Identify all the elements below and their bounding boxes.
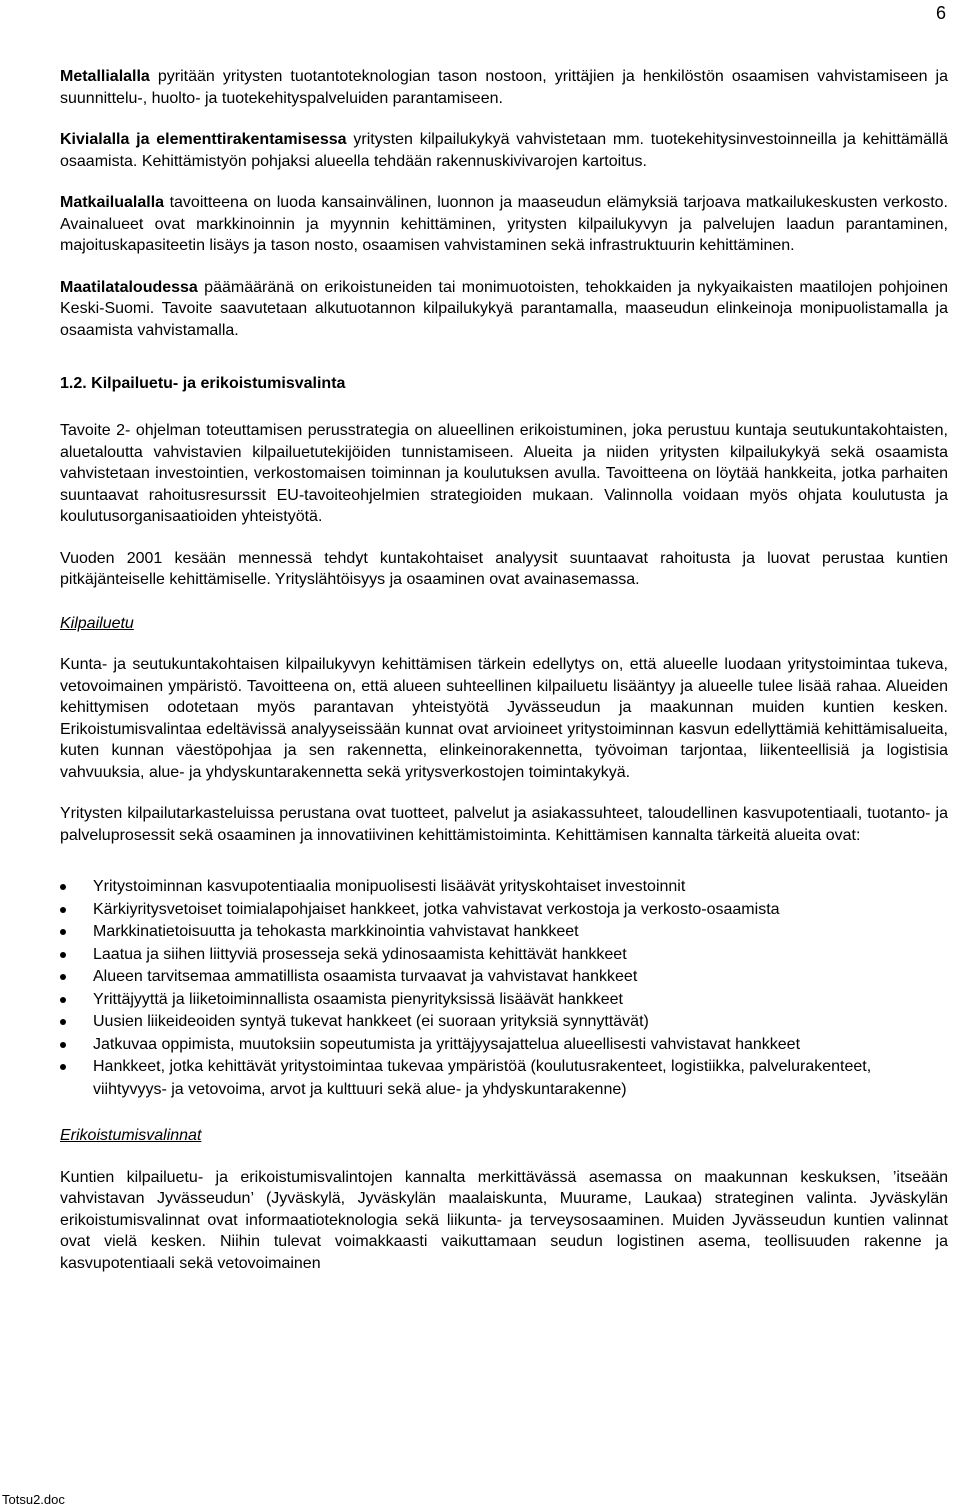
paragraph-lead: Maatilataloudessa	[60, 278, 198, 296]
paragraph-lead: Matkailualalla	[60, 194, 165, 211]
development-areas-list	[60, 876, 948, 1101]
paragraph-lead: Metallialalla	[60, 68, 150, 85]
paragraph-competitiveness: Kunta- ja seutukuntakohtaisen kilpailukyvyn kehittämisen tärkein edellytys on, että alueelle luodaan yritystoimintaa tukeva, vetovoimainen ympäristö. Tavoitteena on, että alueen suhteellinen kilpailuetu lisääntyy ja alueelle tulee lisää rahaa. Alueiden kehittymisen odotetaan myös parantavan yhteistyötä Jyvässeudun ja maakunnan muiden kuntien kesken. Erikoistumisvalintaa edeltävissä analyyseissään kunnat ovat arvioineet yritystoiminnan kasvun edellyttämiä kehittämisalueita, kuten kunnan väestöpohjaa ja sen rakennetta, elinkeinorakennetta, työvoiman tarjontaa, liikenteellisiä ja logistisia vahvuuksia, alue- ja yhdyskuntarakennetta sekä yritysverkostojen toimintakykyä.	[60, 656, 948, 781]
paragraph-analysis: Vuoden 2001 kesään mennessä tehdyt kuntakohtaiset analyysit suuntaavat rahoitusta ja luovat perustaa kuntien pitkäjänteiselle kehittämiselle. Yrityslähtöisyys ja osaaminen ovat avainasemassa.	[60, 549, 948, 588]
paragraph-lead: Kivialalla ja elementtirakentamisessa	[60, 131, 347, 148]
paragraph-text: tavoitteena on luoda kansainvälinen, luonnon ja maaseudun elämyksiä tarjoava matkailukeskusten verkosto. Avainalueet ovat markkinoinnin ja myynnin kehittäminen, yritysten kilpailukyvyn ja palvelujen laadun parantaminen, majoituskapasiteetin lisäys ja tason nosto, osaamisen vahvistaminen sekä infrastruktuurin kehittäminen.	[60, 194, 948, 254]
list-item: Alueen tarvitsemaa ammatillista osaamista turvaavat ja vahvistavat hankkeet	[60, 966, 948, 989]
paragraph-text: pyritään yritysten tuotantoteknologian tason nostoon, yrittäjien ja henkilöstön osaamisen vahvistamiseen ja suunnittelu-, huolto- ja tuotekehityspalveluiden parantamiseen.	[60, 68, 948, 107]
list-item: Yrittäjyyttä ja liiketoiminnallista osaamista pienyrityksissä lisäävät hankkeet	[60, 989, 948, 1012]
subheading-erikoistumisvalinnat: Erikoistumisvalinnat	[60, 1127, 202, 1144]
section-heading: 1.2. Kilpailuetu- ja erikoistumisvalinta	[60, 375, 346, 392]
footer-filename: Totsu2.doc	[2, 1492, 65, 1507]
paragraph-strategy: Tavoite 2- ohjelman toteuttamisen perusstrategia on alueellinen erikoistuminen, joka perustuu kuntaja seutukuntakohtaisten, aluetaloutta vahvistavien kilpailuetutekijöiden tunnistamiseen. Alueita ja niiden yritysten kilpailukykyä sekä osaamista vahvistetaan investointien, verkostomaisen toiminnan ja koulutuksen avulla. Tavoitteena on löytää hankkeita, jotka parhaiten suuntaavat rahoitusresurssit EU-tavoiteohjelmien strategioiden mukaan. Valinnolla voidaan myös ohjata koulutusta ja koulutusorganisaatioiden yhteistyötä.	[60, 422, 948, 525]
paragraph-text: päämääränä on erikoistuneiden tai monimuotoisten, tehokkaiden ja nykyaikaisten maatilojen pohjoinen Keski-Suomi. Tavoite saavutetaan alkutuotannon kilpailukykyä parantamalla, maaseudun elinkeinoja monipuolistamalla ja osaamista vahvistamalla.	[60, 278, 948, 339]
list-item: Yritystoiminnan kasvupotentiaalia monipuolisesti lisäävät yrityskohtaiset investoinnit	[60, 876, 948, 899]
list-item: Markkinatietoisuutta ja tehokasta markkinointia vahvistavat hankkeet	[60, 921, 948, 944]
list-item: Laatua ja siihen liittyviä prosesseja sekä ydinosaamista kehittävät hankkeet	[60, 944, 948, 967]
list-item: Kärkiyritysvetoiset toimialapohjaiset hankkeet, jotka vahvistavat verkostoja ja verkosto-osaamista	[60, 899, 948, 922]
page-number: 6	[935, 3, 946, 23]
paragraph-company-review: Yritysten kilpailutarkasteluissa perustana ovat tuotteet, palvelut ja asiakassuhteet, taloudellinen kasvupotentiaali, tuotanto- ja palveluprosessit sekä osaaminen ja innovatiivinen kehittämistoiminta. Kehittämisen kannalta tärkeitä alueita ovat:	[60, 805, 948, 844]
list-item: Uusien liikeideoiden syntyä tukevat hankkeet (ei suoraan yrityksiä synnyttävät)	[60, 1011, 948, 1034]
paragraph-text: yritysten kilpailukykyä vahvistetaan mm. tuotekehitysinvestoinneilla ja kehittämällä osaamista. Kehittämistyön pohjaksi alueella tehdään rakennuskivivarojen kartoitus.	[60, 131, 949, 170]
paragraph-matkailualalla	[60, 192, 948, 257]
list-item: Hankkeet, jotka kehittävät yritystoimintaa tukevaa ympäristöä (koulutusrakenteet, logistiikka, palvelurakenteet, viihtyvyys- ja vetovoima, arvot ja kulttuuri sekä alue- ja yhdyskuntarakenne)	[60, 1056, 948, 1101]
paragraph-maatilataloudessa	[60, 277, 948, 342]
paragraph-kivialalla	[60, 129, 948, 172]
paragraph-metallialalla	[60, 66, 948, 109]
subheading-kilpailuetu: Kilpailuetu	[60, 614, 134, 632]
document-body	[60, 66, 948, 1274]
paragraph-specialization: Kuntien kilpailuetu- ja erikoistumisvalintojen kannalta merkittävässä asemassa on maakunnan keskuksen, ’itseään vahvistavan Jyvässeudun’ (Jyväskylä, Jyväskylän maalaiskunta, Muurame, Laukaa) strateginen valinta. Jyväskylän erikoistumisvalinnat ovat informaatioteknologia sekä liikunta- ja terveysosaaminen. Muiden Jyvässeudun kuntien valinnat ovat vielä kesken. Niihin tulevat voimakkaasti vaikuttamaan seudun logistinen asema, teollisuuden rakenne ja kasvupotentiaali sekä vetovoimainen	[60, 1168, 948, 1272]
list-item: Jatkuvaa oppimista, muutoksiin sopeutumista ja yrittäjyysajattelua alueellisesti vahvistavat hankkeet	[60, 1034, 948, 1057]
